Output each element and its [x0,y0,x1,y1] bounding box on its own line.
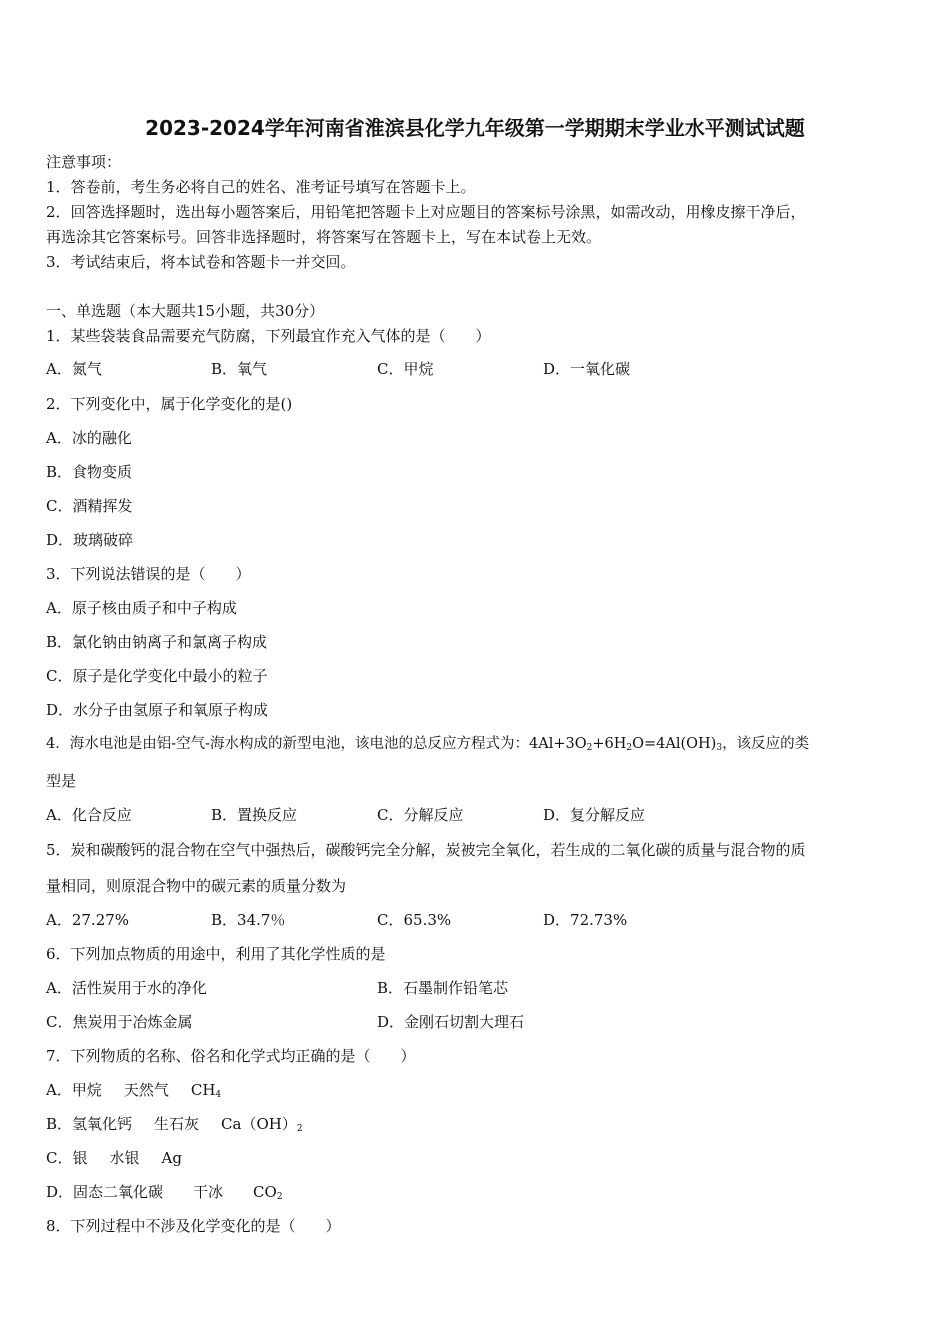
q1-option-b: B．氧气 [211,360,268,378]
q5-option-a: A．27.27% [46,911,130,929]
q4-stem-part-1: 4．海水电池是由铝-空气-海水构成的新型电池，该电池的总反应方程式为：4Al+3O [46,736,587,752]
q5-option-b: B．34.7％ [211,911,286,929]
q2-option-c: C．酒精挥发 [46,497,133,515]
q6-option-b: B．石墨制作铅笔芯 [377,979,509,997]
q4-stem-part-4: ，该反应的类 [722,736,810,752]
question-6-stem: 6．下列加点物质的用途中，利用了其化学性质的是 [46,945,386,963]
q4-option-c: C．分解反应 [377,806,464,824]
q2-option-a: A．冰的融化 [46,429,132,447]
q7-a-formula-sub: 4 [215,1090,222,1100]
q7-option-b [46,1114,303,1139]
q3-option-a: A．原子核由质子和中子构成 [46,599,237,617]
question-2-stem: 2．下列变化中，属于化学变化的是() [46,395,293,413]
question-3-stem: 3．下列说法错误的是（ ） [46,565,251,583]
question-4-stem-cont: 型是 [46,772,77,790]
notice-item-1: 1．答卷前，考生务必将自己的姓名、准考证号填写在答题卡上。 [46,178,476,196]
q4-option-d: D．复分解反应 [543,806,646,824]
q7-option-d [46,1182,283,1207]
q2-option-d: D．玻璃破碎 [46,531,134,549]
q7-option-a [46,1080,221,1105]
q7-a-label: A．甲烷 [46,1081,102,1099]
q4-sub-2: 2 [626,743,633,753]
q4-stem-part-3: O=4Al(OH) [632,736,717,752]
q1-option-a: A．氮气 [46,360,102,378]
q4-sub-3: 3 [716,743,723,753]
q7-b-formula: Ca（OH） [221,1115,297,1133]
page-title: 2023-2024学年河南省淮滨县化学九年级第一学期期末学业水平测试试题 [145,116,805,140]
q6-option-c: C．焦炭用于冶炼金属 [46,1013,193,1031]
q6-option-d: D．金刚石切割大理石 [377,1013,525,1031]
q7-d-formula-sub: 2 [276,1192,283,1202]
q4-option-b: B．置换反应 [211,806,298,824]
q7-b-formula-sub: 2 [296,1124,303,1134]
q7-c-formula: Ag [161,1149,182,1167]
notice-item-2-cont: 再选涂其它答案标号。回答非选择题时，将答案写在答题卡上，写在本试卷上无效。 [46,228,602,246]
q2-option-b: B．食物变质 [46,463,133,481]
q7-d-common-name: 干冰 [193,1183,224,1201]
q7-option-c [46,1148,182,1168]
question-1-stem: 1．某些袋装食品需要充气防腐，下列最宜作充入气体的是（ ） [46,327,491,345]
q1-option-d: D．一氧化碳 [543,360,631,378]
q7-c-common-name: 水银 [109,1149,140,1167]
q3-option-b: B．氯化钠由钠离子和氯离子构成 [46,633,268,651]
q5-option-d: D．72.73% [543,911,628,929]
q5-option-c: C．65.3% [377,911,452,929]
q6-option-a: A．活性炭用于水的净化 [46,979,207,997]
q7-d-label: D．固态二氧化碳 [46,1183,164,1201]
q4-stem-part-2: +6H [592,736,627,752]
q1-option-c: C．甲烷 [377,360,434,378]
section-heading: 一、单选题（本大题共15小题，共30分） [46,302,325,320]
question-4-stem [46,734,809,758]
q3-option-d: D．水分子由氢原子和氧原子构成 [46,701,269,719]
q4-sub-1: 2 [586,743,593,753]
q7-a-formula: CH [190,1081,216,1099]
q7-b-label: B．氢氧化钙 [46,1115,133,1133]
notice-item-3: 3．考试结束后，将本试卷和答题卡一并交回。 [46,253,356,271]
notice-heading: 注意事项： [46,153,122,171]
question-7-stem: 7．下列物质的名称、俗名和化学式均正确的是（ ） [46,1047,416,1065]
q4-option-a: A．化合反应 [46,806,132,824]
question-8-stem: 8．下列过程中不涉及化学变化的是（ ） [46,1217,341,1235]
q7-b-common-name: 生石灰 [154,1115,200,1133]
q3-option-c: C．原子是化学变化中最小的粒子 [46,667,268,685]
notice-item-2: 2．回答选择题时，选出每小题答案后，用铅笔把答题卡上对应题目的答案标号涂黑，如需改动，用橡皮擦干净后， [46,203,806,221]
question-5-stem-cont: 量相同，则原混合物中的碳元素的质量分数为 [46,877,347,895]
q7-a-common-name: 天然气 [123,1081,169,1099]
q7-d-formula: CO [253,1183,277,1201]
q7-c-label: C．银 [46,1149,88,1167]
question-5-stem: 5．炭和碳酸钙的混合物在空气中强热后，碳酸钙完全分解，炭被完全氧化，若生成的二氧化碳的质量与混合物的质 [46,841,806,859]
